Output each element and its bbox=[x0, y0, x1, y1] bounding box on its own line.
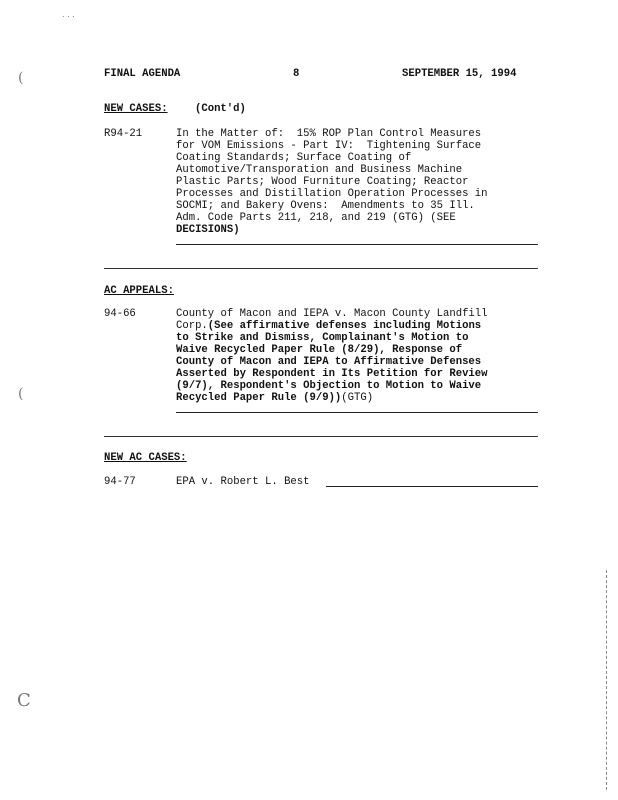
case-description-line: (9/7), Respondent's Objection to Motion to Waive bbox=[176, 380, 482, 392]
scan-speck: . . . bbox=[62, 10, 75, 19]
new-cases-contd: (Cont'd) bbox=[195, 103, 246, 115]
case-description-line: In the Matter of: 15% ROP Plan Control Measures bbox=[176, 128, 482, 140]
page-number: 8 bbox=[293, 68, 300, 80]
scan-edge-line bbox=[606, 570, 607, 790]
case-description-line: Adm. Code Parts 211, 218, and 219 (GTG) (SEE bbox=[176, 212, 456, 224]
case-number: 94-66 bbox=[104, 308, 136, 320]
case-description-bold: Recycled Paper Rule (9/9)) bbox=[176, 392, 342, 404]
case-description-line: Processes and Distillation Operation Processes in bbox=[176, 188, 488, 200]
case-description bbox=[176, 308, 488, 404]
scan-speck: ( bbox=[18, 70, 24, 86]
agenda-title: FINAL AGENDA bbox=[104, 68, 181, 80]
case-description-line: Asserted by Respondent in Its Petition for Review bbox=[176, 368, 488, 380]
case-description: EPA v. Robert L. Best bbox=[176, 476, 310, 488]
case-description-line: Waive Recycled Paper Rule (8/29), Response of bbox=[176, 344, 463, 356]
case-number: 94-77 bbox=[104, 476, 136, 488]
case-description-line: Automotive/Transporation and Business Machine bbox=[176, 164, 463, 176]
case-description-line: for VOM Emissions - Part IV: Tightening Surface bbox=[176, 140, 482, 152]
case-description-text: (GTG) bbox=[341, 392, 374, 404]
case-description-line: County of Macon and IEPA to Affirmative Defenses bbox=[176, 356, 482, 368]
scan-speck: ( bbox=[18, 386, 24, 402]
section-divider bbox=[104, 268, 538, 269]
scan-speck: C bbox=[17, 690, 31, 711]
agenda-date: SEPTEMBER 15, 1994 bbox=[402, 68, 517, 80]
case-description-line: County of Macon and IEPA v. Macon County Landfill bbox=[176, 308, 488, 320]
case-description bbox=[176, 128, 488, 236]
case-description-text: Corp. bbox=[176, 320, 208, 332]
case-description-bold: (See affirmative defenses including Motions bbox=[207, 320, 482, 332]
new-cases-heading: NEW CASES: bbox=[104, 103, 168, 115]
case-description-line: DECISIONS) bbox=[176, 224, 240, 236]
case-description-line: Plastic Parts; Wood Furniture Coating; Reactor bbox=[176, 176, 469, 188]
signature-line bbox=[176, 412, 538, 413]
case-description-line bbox=[176, 320, 488, 332]
case-description-line bbox=[176, 392, 488, 404]
case-description-line: SOCMI; and Bakery Ovens: Amendments to 35 Ill. bbox=[176, 200, 475, 212]
case-description-line: to Strike and Dismiss, Complainant's Motion to bbox=[176, 332, 469, 344]
case-number: R94-21 bbox=[104, 128, 143, 140]
ac-appeals-heading: AC APPEALS: bbox=[104, 285, 174, 297]
new-ac-cases-heading: NEW AC CASES: bbox=[104, 452, 187, 464]
signature-line bbox=[176, 244, 538, 245]
case-description-line: Coating Standards; Surface Coating of bbox=[176, 152, 412, 164]
section-divider bbox=[104, 436, 538, 437]
signature-line bbox=[326, 486, 538, 487]
